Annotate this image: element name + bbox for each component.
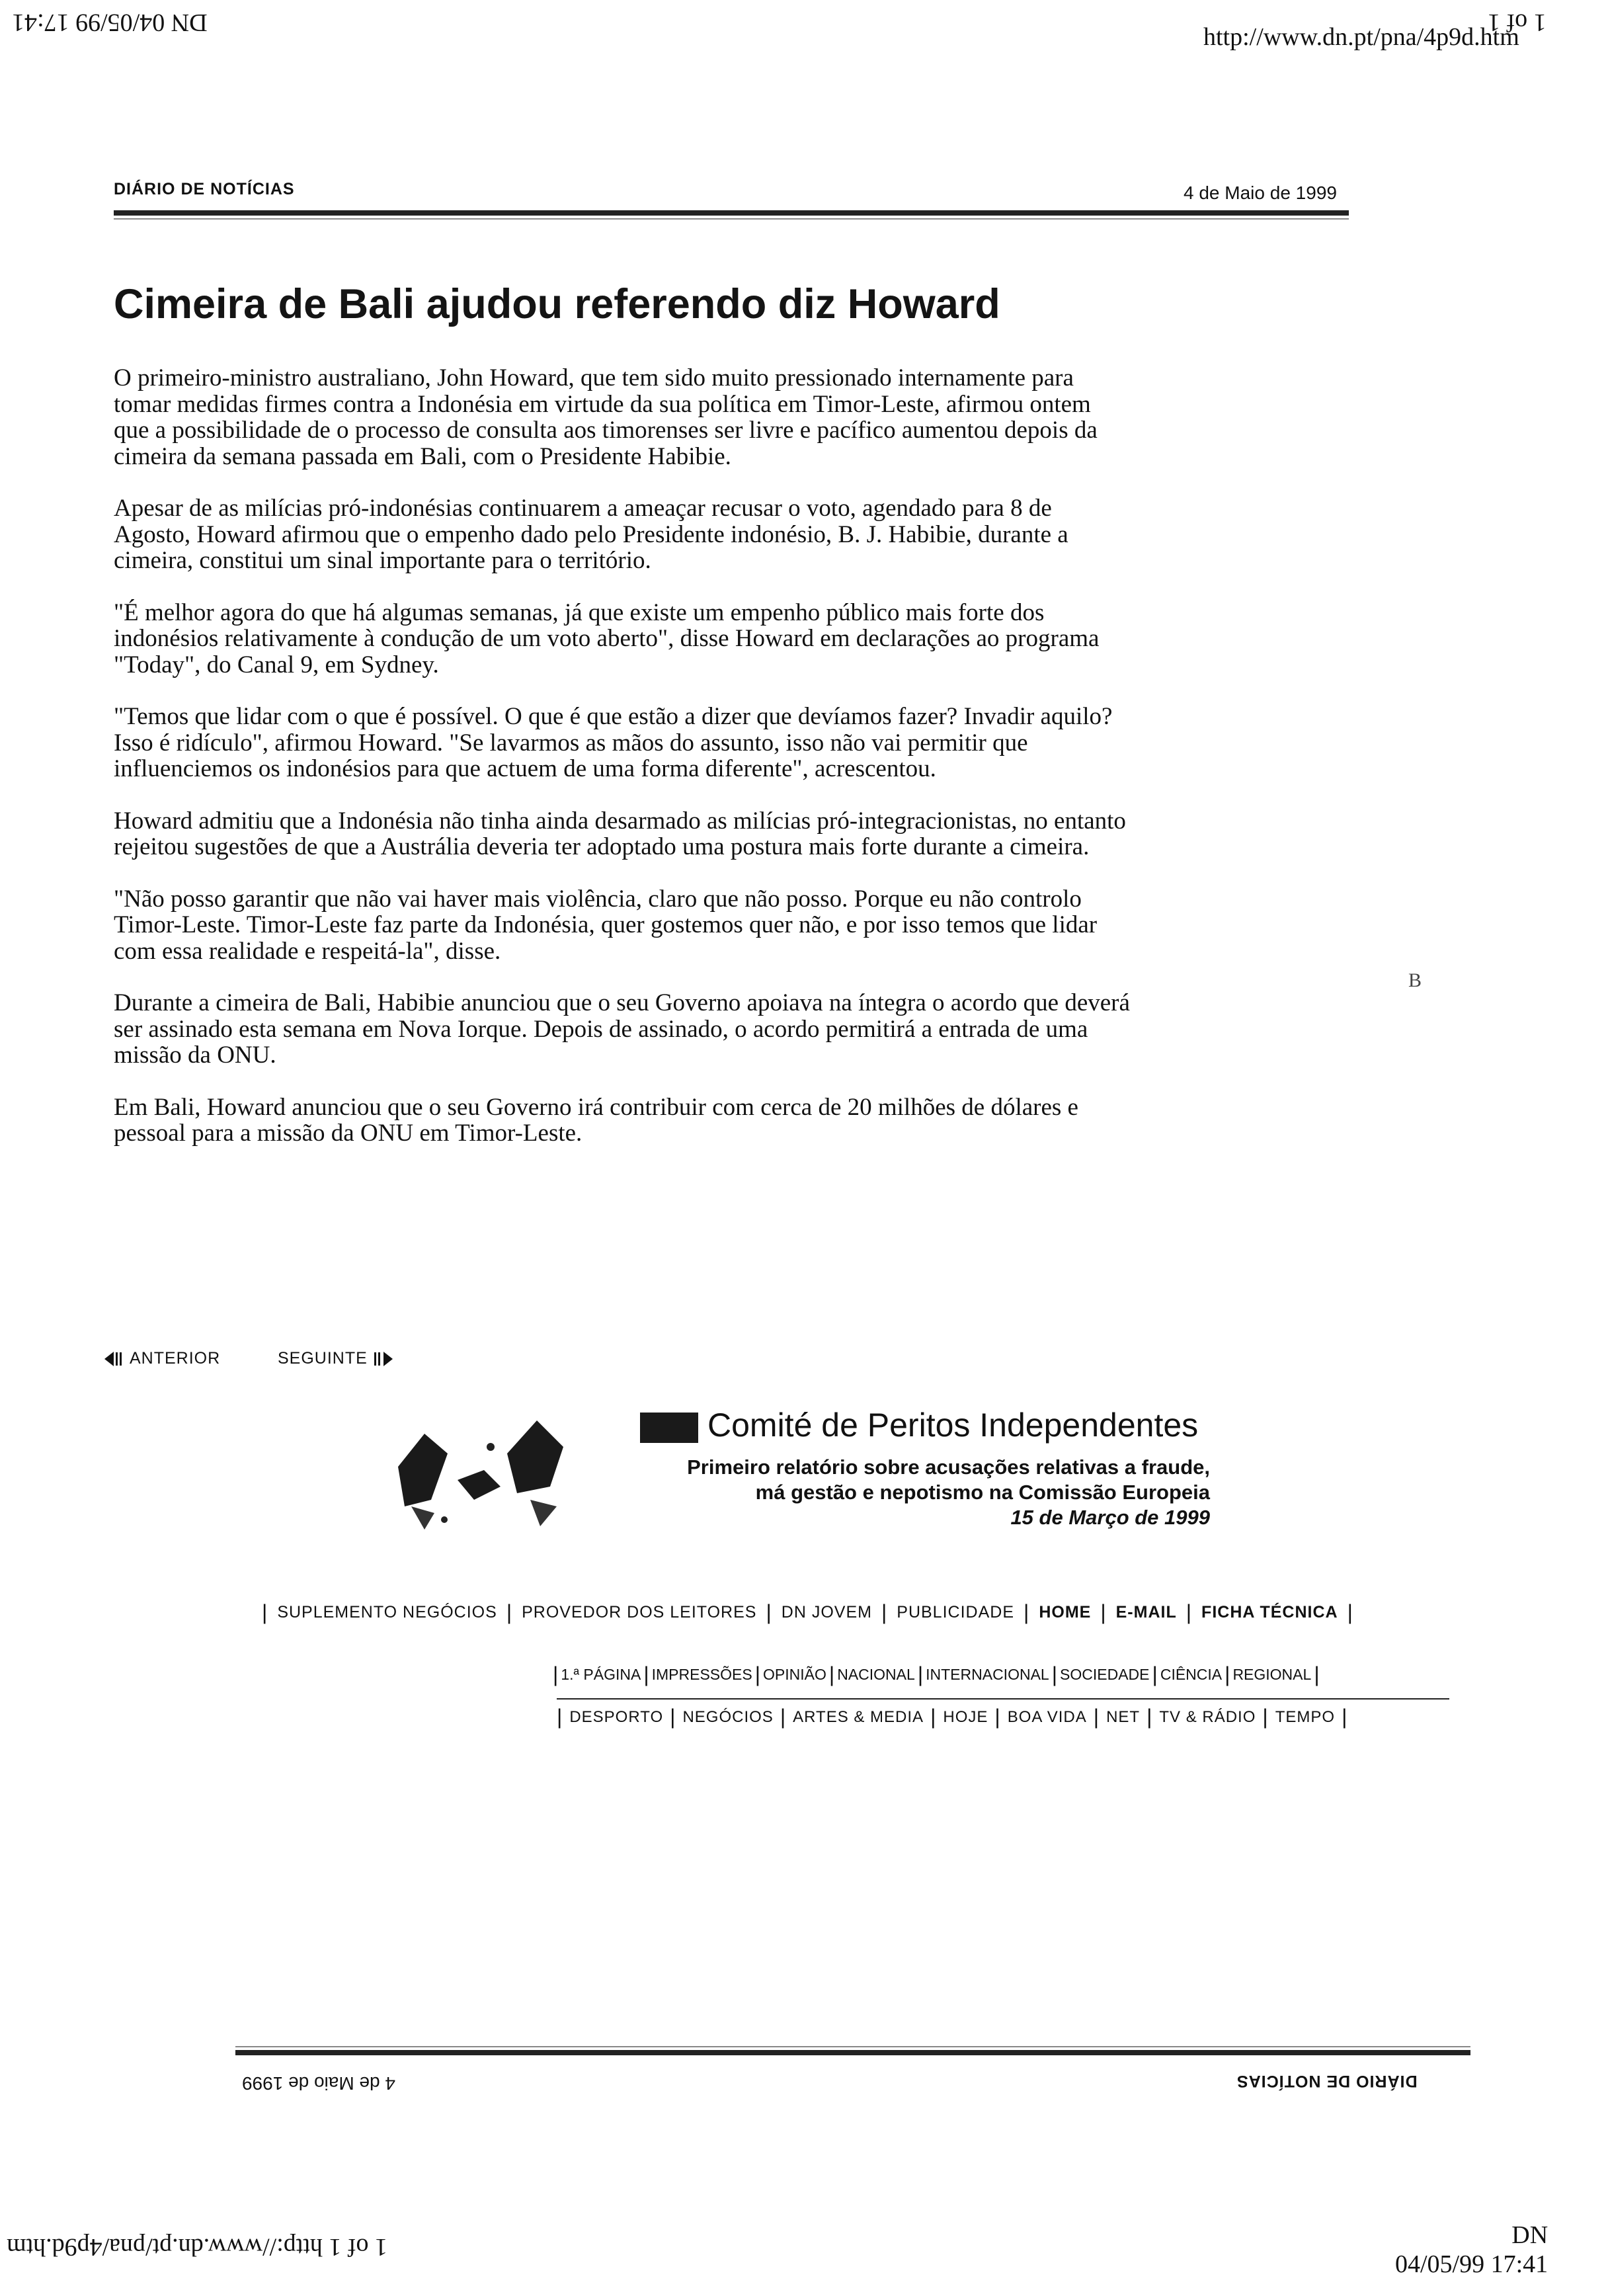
menu-divider <box>557 1698 1449 1700</box>
committee-emblem-icon <box>385 1407 583 1539</box>
menu-separator: | <box>828 1662 835 1686</box>
menu-separator: | <box>994 1705 1001 1729</box>
banner-line-2: má gestão e nepotismo na Comissão Europeia <box>755 1481 1210 1504</box>
eu-flag-icon <box>640 1413 698 1443</box>
print-stamp-prefix-footer: DN <box>1511 2221 1548 2249</box>
menu-item-publicidade[interactable]: PUBLICIDADE <box>897 1603 1014 1621</box>
menu-separator: | <box>1186 1600 1193 1624</box>
masthead-rule <box>114 210 1349 216</box>
menu-item-primeira-pagina[interactable]: 1.ª PÁGINA <box>561 1666 641 1683</box>
menu-separator: | <box>766 1600 772 1624</box>
menu-item-email[interactable]: E-MAIL <box>1115 1603 1177 1621</box>
menu-item-tv-radio[interactable]: TV & RÁDIO <box>1159 1707 1256 1726</box>
menu-separator: | <box>1342 1705 1348 1729</box>
article-paragraph: Durante a cimeira de Bali, Habibie anunciou que o seu Governo apoiava na íntegra o acordo que deverá ser assinado esta semana em Nova Iorque. Depois de assinado, o acordo permitirá a entrada de uma missão da ONU. <box>114 989 1130 1069</box>
footer-rule-thin <box>235 2046 1470 2047</box>
menu-separator: | <box>754 1662 761 1686</box>
article-headline: Cimeira de Bali ajudou referendo diz Howard <box>114 281 1000 327</box>
previous-arrow-icon <box>104 1350 124 1368</box>
menu-row-1 <box>253 1600 1363 1625</box>
article-paragraph: Em Bali, Howard anunciou que o seu Governo irá contribuir com cerca de 20 milhões de dólares e pessoal para a missão da ONU em Timor-Leste. <box>114 1093 1078 1147</box>
print-url-text-rotated: http://www.dn.pt/pna/4p9d.htm <box>7 2233 323 2261</box>
print-url: http://www.dn.pt/pna/4p9d.htm <box>1203 23 1519 51</box>
menu-separator: | <box>881 1600 888 1624</box>
menu-separator: | <box>262 1600 268 1624</box>
menu-item-tempo[interactable]: TEMPO <box>1275 1707 1336 1726</box>
menu-separator: | <box>1100 1600 1107 1624</box>
menu-item-sociedade[interactable]: SOCIEDADE <box>1060 1666 1150 1683</box>
print-stamp <box>1395 2221 1548 2279</box>
previous-label: ANTERIOR <box>130 1349 221 1368</box>
menu-separator: | <box>917 1662 924 1686</box>
banner-date: 15 de Março de 1999 <box>1010 1506 1210 1529</box>
menu-separator: | <box>1152 1662 1158 1686</box>
menu-item-nacional[interactable]: NACIONAL <box>837 1666 915 1683</box>
print-page-count-rotated: 1 of 1 <box>329 2233 387 2261</box>
menu-item-impressoes[interactable]: IMPRESSÕES <box>651 1666 752 1683</box>
menu-separator: | <box>506 1600 513 1624</box>
menu-separator: | <box>643 1662 649 1686</box>
banner-subtitle <box>595 1455 1210 1530</box>
menu-separator: | <box>1146 1705 1153 1729</box>
menu-item-net[interactable]: NET <box>1106 1707 1141 1726</box>
menu-item-provedor-leitores[interactable]: PROVEDOR DOS LEITORES <box>522 1603 757 1621</box>
menu-separator: | <box>1225 1662 1230 1686</box>
menu-separator: | <box>930 1705 937 1729</box>
menu-separator: | <box>1093 1705 1100 1729</box>
banner-line-1: Primeiro relatório sobre acusações relativas a fraude, <box>687 1456 1210 1479</box>
masthead-rule-thin <box>114 218 1349 220</box>
page-count-rotated: 1 of 1 <box>1488 9 1547 36</box>
menu-row-2 <box>550 1662 1322 1687</box>
print-timestamp-footer: 04/05/99 17:41 <box>1395 2250 1548 2278</box>
article-paragraph: "Não posso garantir que não vai haver mais violência, claro que não posso. Porque eu não controlo Timor-Leste. Timor-Leste faz parte da Indonésia, quer gostemos quer não, e por isso temos que lidar com essa realidade e respeitá-la", disse. <box>114 885 1098 965</box>
article-paragraph: Howard admitiu que a Indonésia não tinha ainda desarmado as milícias pró-integracionistas, no entanto rejeitou sugestões de que a Austrália deveria ter adoptado uma postura mais forte durante a cimeira. <box>114 807 1126 860</box>
footer-masthead-rotated: DIÁRIO DE NOTÍCIAS <box>1236 2072 1418 2090</box>
print-stamp-prefix: DN <box>171 9 208 36</box>
print-timestamp: 04/05/99 17:41 <box>12 9 165 36</box>
menu-item-negocios[interactable]: NEGÓCIOS <box>682 1707 774 1726</box>
menu-item-hoje[interactable]: HOJE <box>943 1707 988 1726</box>
article-paragraph: Apesar de as milícias pró-indonésias continuarem a ameaçar recusar o voto, agendado para 8 de Agosto, Howard afirmou que o empenho dado pelo Presidente indonésio, B. J. Habibie, durante a cimeira, constitui um sinal importante para o território. <box>114 495 1068 574</box>
menu-item-home[interactable]: HOME <box>1039 1603 1092 1621</box>
article-paragraph: "Temos que lidar com o que é possível. O que é que estão a dizer que devíamos fazer? Invadir aquilo? Isso é ridículo", afirmou Howard. "Se lavarmos as mãos do assunto, isso não vai permitir que influenciemos os indonésios para que actuem de uma forma diferente", acrescentou. <box>114 703 1113 782</box>
print-stamp-rotated <box>12 8 208 37</box>
article-paragraph: O primeiro-ministro australiano, John Howard, que tem sido muito pressionado internamente para tomar medidas firmes contra a Indonésia em virtude da sua política em Timor-Leste, afirmou ontem que a possibilidade de o processo de consulta aos timorenses ser livre e pacífico aumentou depois da cimeira da semana passada em Bali, com o Presidente Habibie. <box>114 364 1098 470</box>
margin-mark: B <box>1408 969 1422 991</box>
menu-separator: | <box>557 1705 563 1729</box>
next-arrow-icon <box>373 1350 393 1368</box>
menu-separator: | <box>1347 1600 1353 1624</box>
previous-link[interactable] <box>104 1349 220 1368</box>
menu-item-desporto[interactable]: DESPORTO <box>569 1707 664 1726</box>
menu-item-regional[interactable]: REGIONAL <box>1232 1666 1312 1683</box>
menu-item-internacional[interactable]: INTERNACIONAL <box>926 1666 1049 1683</box>
menu-item-dn-jovem[interactable]: DN JOVEM <box>781 1603 872 1621</box>
menu-separator: | <box>1024 1600 1030 1624</box>
menu-row-3 <box>550 1705 1354 1729</box>
menu-item-opiniao[interactable]: OPINIÃO <box>763 1666 826 1683</box>
menu-item-artes-media[interactable]: ARTES & MEDIA <box>793 1707 924 1726</box>
menu-separator: | <box>780 1705 787 1729</box>
menu-item-boa-vida[interactable]: BOA VIDA <box>1007 1707 1087 1726</box>
next-link[interactable] <box>278 1349 393 1368</box>
print-url-rotated <box>7 2233 387 2262</box>
menu-separator: | <box>1051 1662 1058 1686</box>
menu-item-suplemento-negocios[interactable]: SUPLEMENTO NEGÓCIOS <box>277 1603 497 1621</box>
masthead-name: DIÁRIO DE NOTÍCIAS <box>114 180 295 198</box>
masthead-date: 4 de Maio de 1999 <box>1184 183 1337 203</box>
next-label: SEGUINTE <box>278 1349 368 1368</box>
menu-item-ficha-tecnica[interactable]: FICHA TÉCNICA <box>1201 1603 1338 1621</box>
banner-title[interactable]: Comité de Peritos Independentes <box>707 1407 1199 1444</box>
footer-rule <box>235 2050 1470 2055</box>
menu-separator: | <box>1314 1662 1320 1686</box>
committee-logo[interactable] <box>385 1407 583 1539</box>
menu-item-ciencia[interactable]: CIÊNCIA <box>1160 1666 1223 1683</box>
menu-separator: | <box>1262 1705 1269 1729</box>
article-body <box>114 365 1132 1172</box>
footer-date-rotated: 4 de Maio de 1999 <box>242 2073 395 2094</box>
article-paragraph: "É melhor agora do que há algumas semanas, já que existe um empenho público mais forte dos indonésios relativamente à condução de um voto aberto", disse Howard em declarações ao programa "Today", do Canal 9, em Sydney. <box>114 598 1100 678</box>
menu-separator: | <box>670 1705 676 1729</box>
menu-separator: | <box>553 1662 559 1686</box>
